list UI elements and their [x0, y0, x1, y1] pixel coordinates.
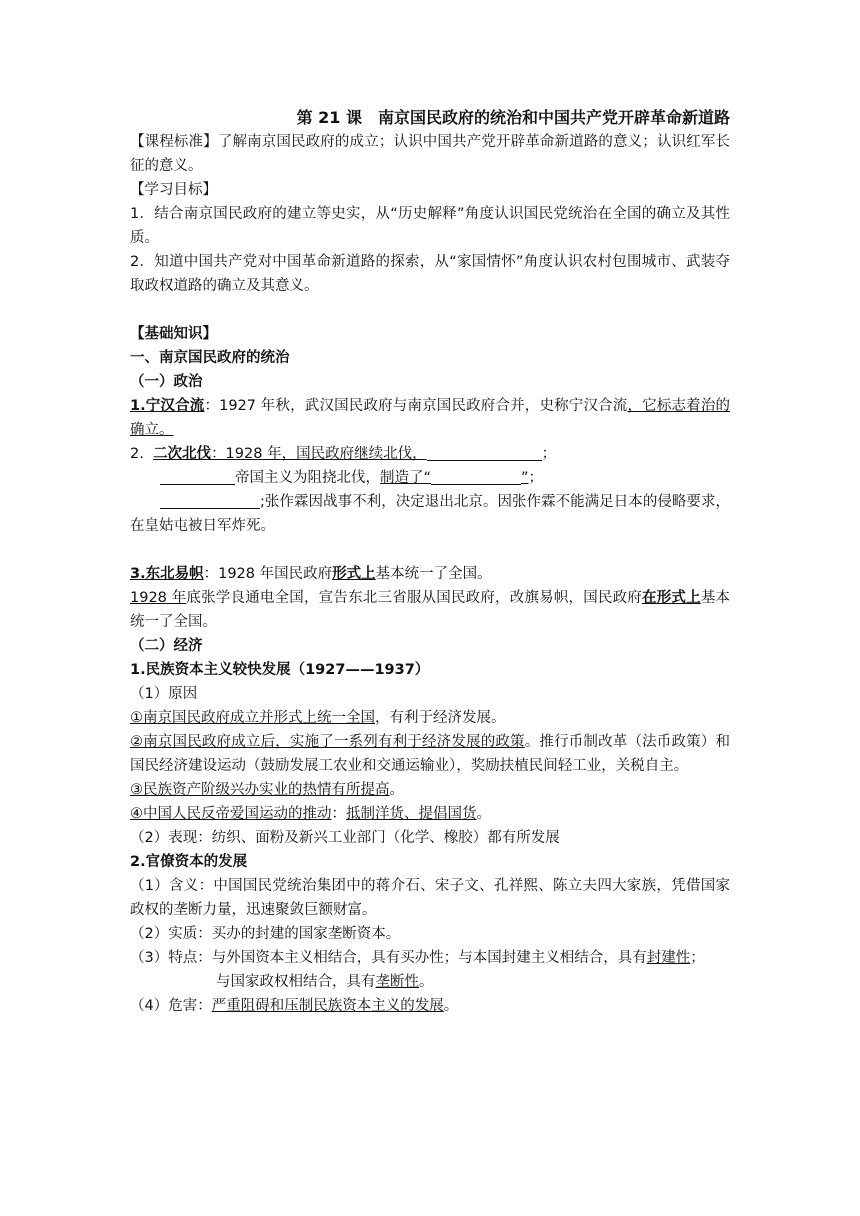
economy-2-features-2 [130, 970, 730, 994]
harm-label: （4）危害： [130, 998, 212, 1014]
reason-4-end: 。 [476, 806, 491, 822]
point-1-text: ：1927 年秋，武汉国民政府与南京国民政府合并，史称宁汉合流 [204, 398, 628, 414]
goal-2: 2．知道中国共产党对中国革命新道路的探索，从“家国情怀”角度认识农村包围城市、武装夺取政权道路的确立及其意义。 [130, 254, 730, 294]
point-1 [130, 394, 730, 442]
subsection-economy: （二）经济 [130, 638, 203, 654]
point-3-detail [130, 586, 730, 634]
reason-1 [130, 706, 730, 730]
economy-1-title: 1.民族资本主义较快发展（1927——1937） [130, 662, 430, 678]
document-page [130, 106, 730, 1018]
basics-heading: 【基础知识】 [130, 326, 217, 342]
fill-blank-3[interactable] [431, 468, 521, 485]
reason-4-underlined: ④中国人民反帝爱国运动的推动 [130, 806, 332, 822]
reason-3-text: 。 [389, 782, 404, 798]
point-3-text: ：1928 年国民政府 [203, 566, 333, 582]
goal-1: 1．结合南京国民政府的建立等史实，从“历史解释”角度认识国民党统治在全国的确立及其性质。 [130, 206, 730, 246]
fill-blank-4[interactable] [160, 492, 260, 509]
point-2-zhang: ;张作霖因战事不利，决定退出北京。因张作霖不能满足日本的侵略要求，在皇姑屯被日军炸死。 [130, 494, 730, 534]
point-2-line-2 [130, 466, 730, 490]
reason-4 [130, 802, 730, 826]
reason-3 [130, 778, 730, 802]
features-feudal: 封建性 [646, 950, 691, 966]
point-3-detail-text: 底张学良通电全国，宣告东北三省服从国民政府，改旗易帜，国民政府 [186, 590, 643, 606]
point-3-detail-end: 基本统一了全国。 [130, 590, 731, 630]
point-3-year: 1928 年 [130, 590, 187, 606]
point-2-semicolon-2: ； [528, 470, 544, 486]
economy-1-performance: （2）表现：纺织、面粉及新兴工业部门（化学、橡胶）都有所发展 [130, 830, 560, 846]
point-1-label: 1.宁汉合流 [130, 398, 205, 414]
point-1-underlined: ，它标志着治的确立。 [130, 398, 730, 438]
point-2-line-3 [130, 490, 730, 538]
point-2 [130, 442, 730, 466]
reason-2 [130, 730, 730, 778]
course-standard: 【课程标准】了解南京国民政府的成立；认识中国共产党开辟革命新道路的意义；认识红军长征的意义。 [130, 134, 730, 174]
lesson-title: 第 21 课 南京国民政府的统治和中国共产党开辟革命新道路 [296, 108, 730, 127]
fill-blank-1[interactable] [427, 444, 542, 461]
features-2-end: 。 [419, 974, 434, 990]
economy-2-meaning: （1）含义：中国国民党统治集团中的蒋介石、宋子文、孔祥熙、陈立夫四大家族，凭借国家政权的垄断力量，迅速聚敛巨额财富。 [130, 878, 730, 918]
economy-1-reason: （1）原因 [130, 686, 198, 702]
subsection-politics: （一）政治 [130, 374, 203, 390]
section-1-heading: 一、南京国民政府的统治 [130, 350, 290, 366]
features-2-text: 与国家政权相结合，具有 [216, 974, 376, 990]
point-2-quote-close: ” [521, 470, 529, 486]
economy-2-features [130, 946, 730, 970]
point-2-imperialism: 帝国主义为阻挠北伐， [235, 470, 380, 486]
economy-2-title: 2.官僚资本的发展 [130, 854, 248, 870]
point-2-text: ：1928 年，国民政府继续北伐， [211, 446, 427, 462]
point-2-semicolon: ； [541, 446, 557, 462]
goals-heading: 【学习目标】 [130, 182, 217, 198]
point-3-end: 基本统一了全国。 [375, 566, 492, 582]
point-2-label: 二次北伐 [153, 446, 212, 462]
reason-3-underlined: ③民族资产阶级兴办实业的热情有所提高 [130, 782, 390, 798]
point-3 [130, 562, 730, 586]
point-2-number: 2. [130, 446, 144, 462]
point-2-created: 制造了“ [380, 470, 432, 486]
harm-text: 严重阻碍和压制民族资本主义的发展 [211, 998, 444, 1014]
reason-4-boycott: 抵制洋货、提倡国货 [346, 806, 477, 822]
reason-1-text: ，有利于经济发展。 [375, 710, 506, 726]
features-monopoly: 垄断性 [375, 974, 419, 990]
fill-blank-2[interactable] [160, 468, 235, 485]
reason-2-text: 。推行币制改革（法币政策）和国民经济建设运动（鼓励发展工农业和交通运输业），奖励扶植民间轻工业，关税自主。 [130, 734, 731, 774]
features-text: （3）特点：与外国资本主义相结合，具有买办性；与本国封建主义相结合，具有 [130, 950, 647, 966]
reason-1-underlined: ①南京国民政府成立并形式上统一全国 [130, 710, 375, 726]
reason-4-colon: ： [331, 806, 346, 822]
economy-2-essence: （2）实质：买办的封建的国家垄断资本。 [130, 926, 401, 942]
point-3-formal-2: 在形式上 [642, 590, 701, 606]
point-3-label: 3.东北易帜 [130, 566, 204, 582]
point-3-formal: 形式上 [332, 566, 376, 582]
reason-2-underlined: ②南京国民政府成立后，实施了一系列有利于经济发展的政策 [130, 734, 525, 750]
economy-2-harm [130, 994, 730, 1018]
features-semicolon: ； [690, 950, 705, 966]
harm-end: 。 [443, 998, 459, 1014]
